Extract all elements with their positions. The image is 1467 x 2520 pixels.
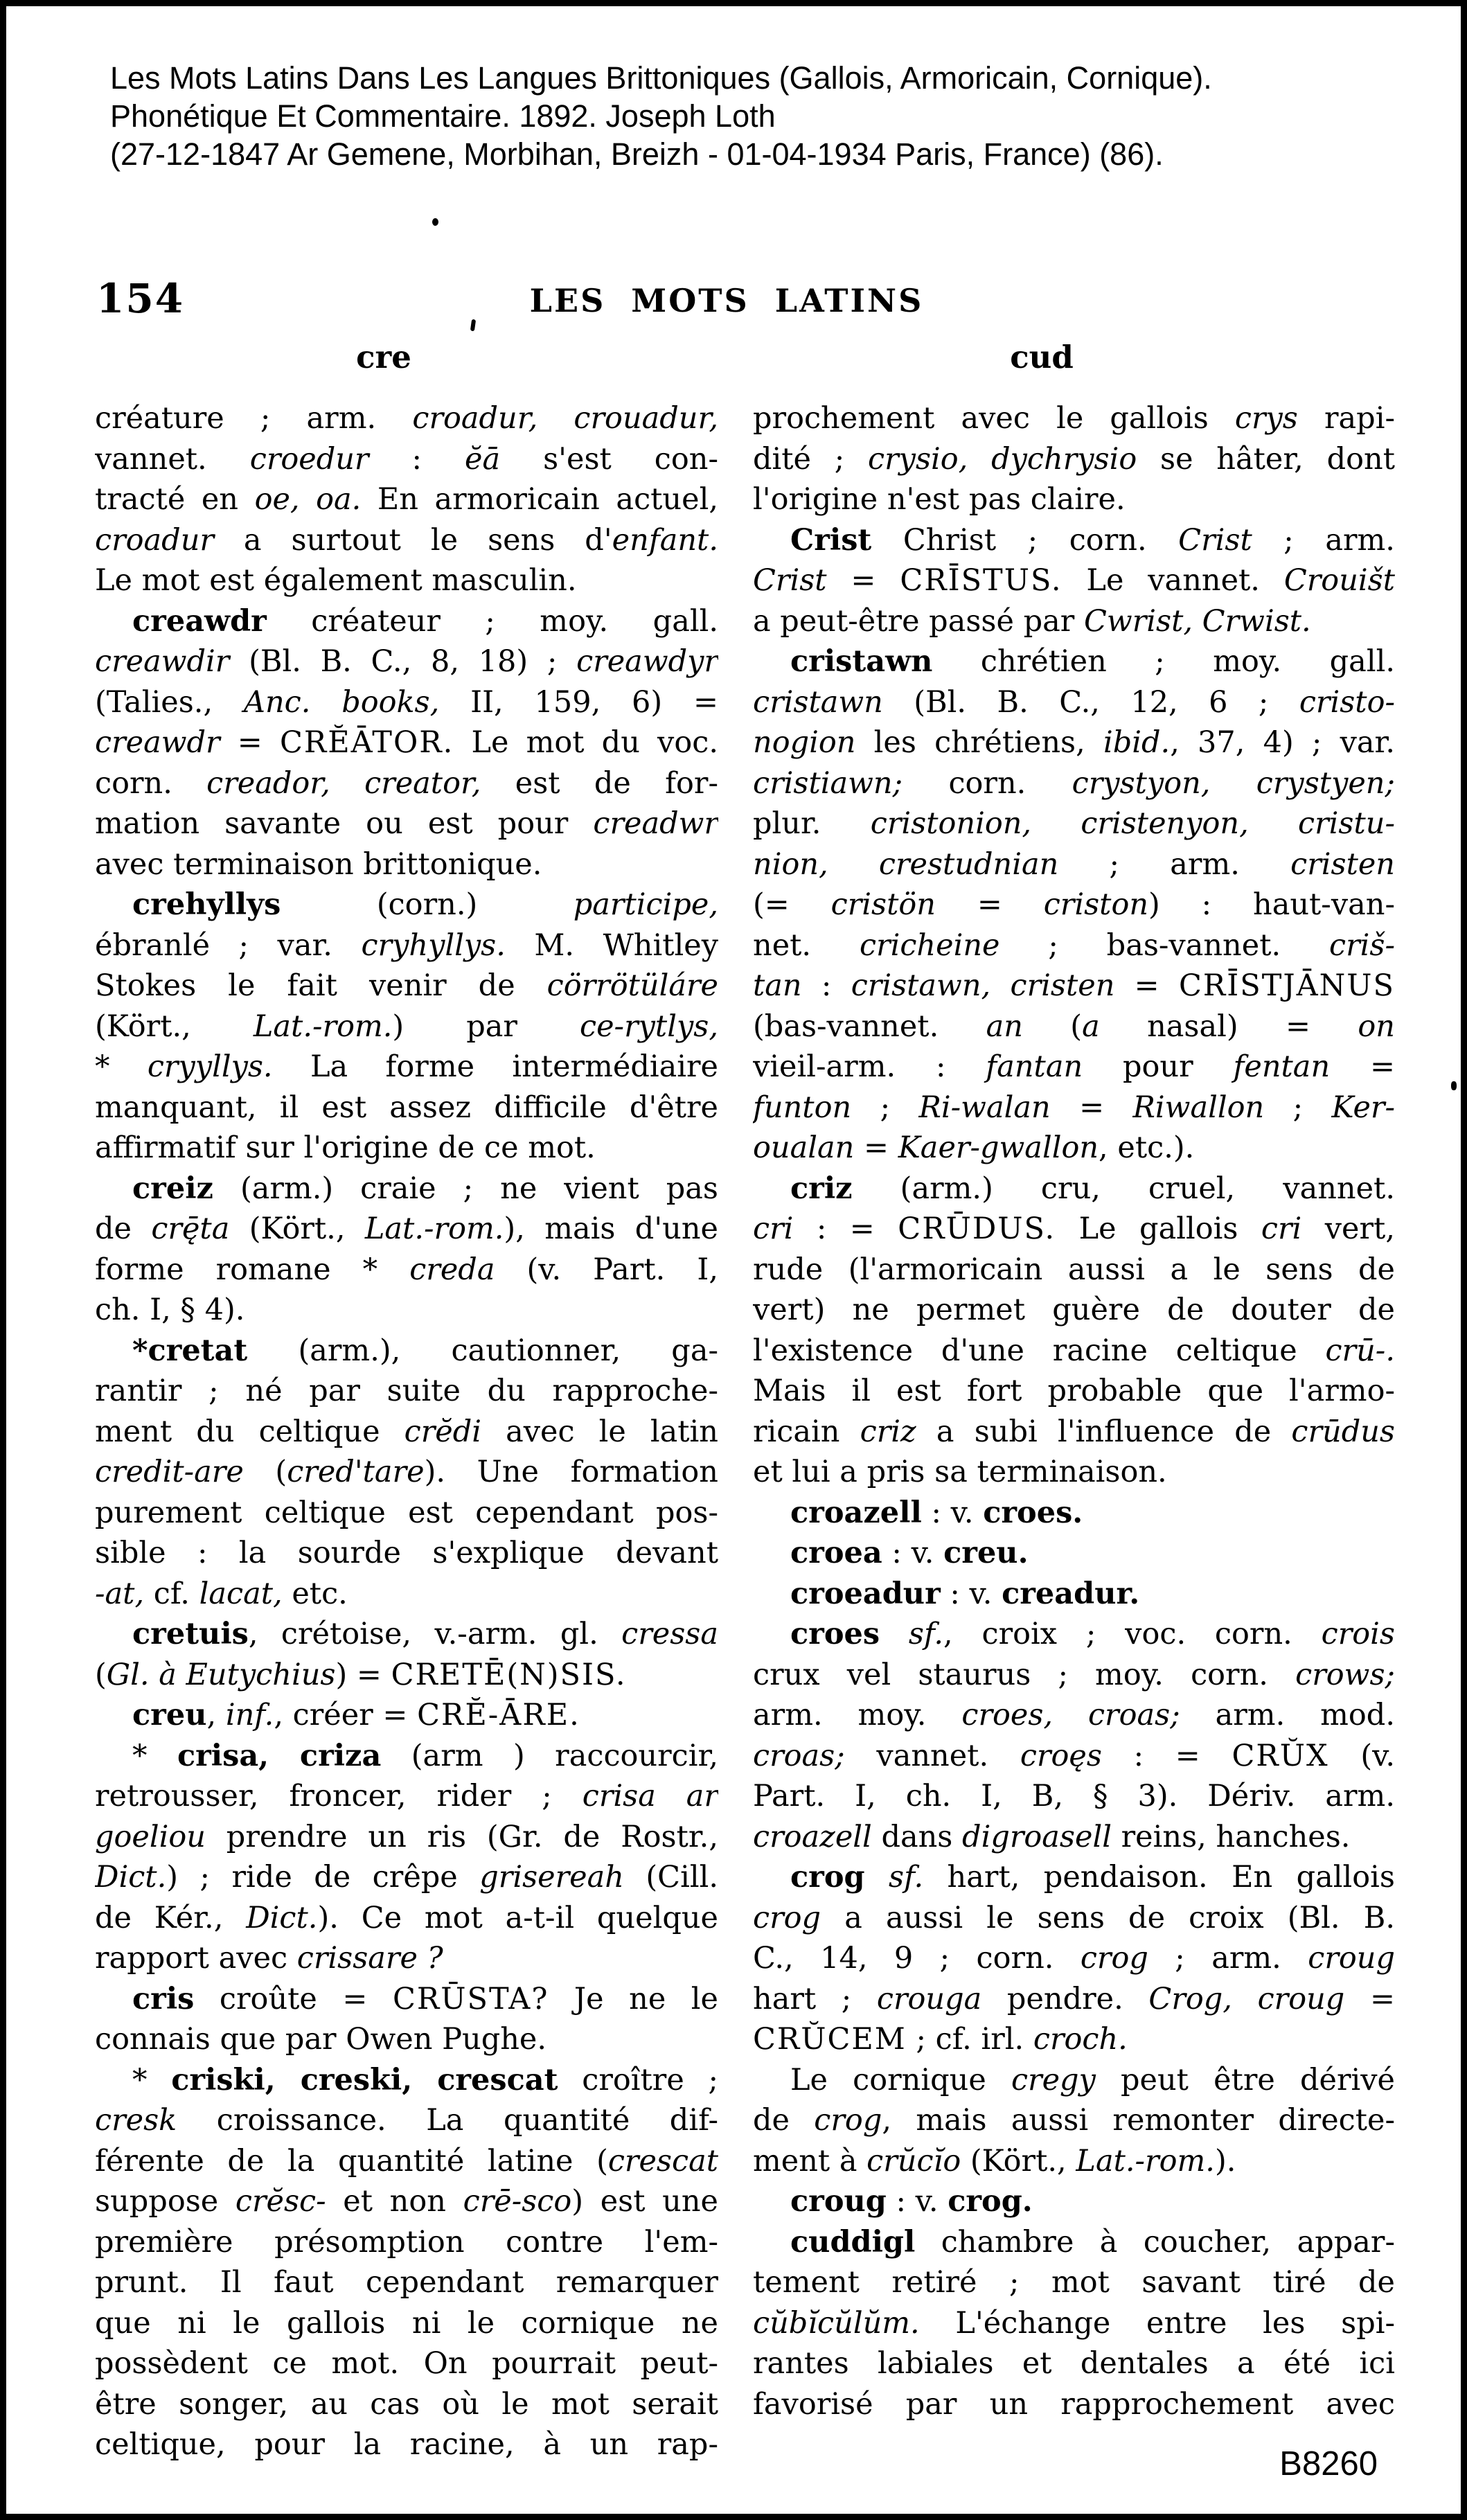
text-line: affirmatif sur l'origine de ce mot. (95, 1130, 596, 1165)
text-line: -at, cf. lacat, etc. (95, 1576, 348, 1611)
text-line: croazell dans digroasell reins, hanches. (753, 1819, 1351, 1854)
text-line: crog a aussi le sens de croix (Bl. B. (753, 1900, 1395, 1935)
text-line: que ni le gallois ni le cornique ne (95, 2305, 718, 2341)
scan-artifact-speck (1451, 1081, 1457, 1090)
text-line: vert) ne permet guère de douter de (753, 1293, 1395, 1327)
text-line: * crisa, criza (arm ) raccourcir, (132, 1738, 718, 1773)
text-line: creawdr créateur ; moy. gall. (132, 603, 718, 639)
text-line: cŭbĭcŭlŭm. L'échange entre les spi- (753, 2305, 1395, 2341)
text-line: Mais il est fort probable que l'armo- (753, 1374, 1395, 1408)
text-line: croea : v. creu. (790, 1536, 1029, 1570)
text-line: oualan = Kaer-gwallon, etc.). (753, 1130, 1195, 1165)
text-line: (Gl. à Eutychius) = CRETĒ(N)SIS. (95, 1657, 627, 1692)
guide-word-left: cre (356, 339, 411, 375)
text-line: ch. I, § 4). (95, 1293, 245, 1327)
text-line: nion, crestudnian ; arm. cristen (753, 846, 1395, 882)
text-line: rude (l'armoricain aussi a le sens de (753, 1252, 1395, 1287)
text-line: sible : la sourde s'explique devant (95, 1536, 718, 1570)
text-line: férente de la quantité latine (crescat (95, 2143, 718, 2179)
caption-block (110, 59, 1398, 173)
text-line: retrousser, froncer, rider ; crisa ar (95, 1779, 718, 1813)
text-line: rantes labiales et dentales a été ici (753, 2346, 1395, 2381)
text-line: rapport avec crissare ? (95, 1941, 443, 1976)
text-line: crehyllys (corn.) participe, (132, 887, 718, 922)
text-line: Part. I, ch. I, B, § 3). Dériv. arm. (753, 1779, 1395, 1813)
text-line: Le mot est également masculin. (95, 563, 577, 598)
text-line: ment du celtique crĕdi avec le latin (95, 1414, 718, 1449)
text-line: plur. cristonion, cristenyon, cristu- (753, 806, 1395, 841)
running-title: LES MOTS LATINS (529, 282, 924, 319)
text-line: rantir ; né par suite du rapproche- (95, 1374, 718, 1408)
text-line: CRŬCEM ; cf. irl. croch. (753, 2022, 1128, 2057)
text-line: creawdr = CRĔĀTOR. Le mot du voc. (95, 725, 718, 760)
text-line: ébranlé ; var. cryhyllys. M. Whitley (95, 928, 718, 963)
text-line: (Talies., Anc. books, II, 159, 6) = (95, 684, 718, 720)
text-line: cuddigl chambre à coucher, appar- (790, 2224, 1395, 2260)
text-line: Crist Christ ; corn. Crist ; arm. (790, 522, 1395, 558)
caption-line-title: Les Mots Latins Dans Les Langues Brittoniques (Gallois, Armoricain, Cornique). (110, 60, 1212, 96)
text-line: Le cornique cregy peut être dérivé (790, 2062, 1395, 2097)
text-line: croadur a surtout le sens d'enfant. (95, 522, 718, 558)
text-line: hart ; crouga pendre. Crog, croug = (753, 1981, 1395, 2016)
text-line: cresk croissance. La quantité dif- (95, 2103, 718, 2138)
text-line: corn. creador, creator, est de for- (95, 765, 718, 801)
text-line: dité ; crysio, dychrysio se hâter, dont (753, 441, 1395, 477)
text-line: (Kört., Lat.-rom.) par ce-rytlys, (95, 1009, 718, 1044)
text-line: croug : v. crog. (790, 2184, 1033, 2219)
text-line: prunt. Il faut cependant remarquer (95, 2265, 718, 2300)
text-line: crux vel staurus ; moy. corn. crows; (753, 1657, 1395, 1692)
text-line: tan : cristawn, cristen = CRĪSTJĀNUS (753, 968, 1395, 1003)
text-line: créature ; arm. croadur, crouadur, (95, 401, 718, 436)
text-line: de crog, mais aussi remonter directe- (753, 2103, 1395, 2138)
text-line: cri : = CRŪDUS. Le gallois cri vert, (753, 1212, 1395, 1246)
text-line: tracté en oe, oa. En armoricain actuel, (95, 482, 718, 517)
text-line: cristawn chrétien ; moy. gall. (790, 644, 1395, 679)
text-column-left (95, 398, 718, 2465)
text-line: Stokes le fait venir de cörrötüláre (95, 968, 718, 1003)
text-line: croes sf., croix ; voc. corn. crois (790, 1617, 1395, 1651)
text-line: * cryyllys. La forme intermédiaire (95, 1049, 718, 1084)
text-line: connais que par Owen Pughe. (95, 2022, 547, 2057)
text-line: cristiawn; corn. crystyon, crystyen; (753, 765, 1395, 801)
text-line: creiz (arm.) craie ; ne vient pas (132, 1171, 718, 1206)
text-line: cristawn (Bl. B. C., 12, 6 ; cristo- (753, 684, 1395, 720)
text-line: avec terminaison brittonique. (95, 846, 542, 882)
text-line: cris croûte = CRŪSTA? Je ne le (132, 1981, 718, 2016)
text-line: être songer, au cas où le mot serait (95, 2386, 718, 2422)
text-line: forme romane * creda (v. Part. I, (95, 1252, 718, 1287)
text-line: vieil-arm. : fantan pour fentan = (753, 1049, 1395, 1084)
text-line: manquant, il est assez difficile d'être (95, 1090, 718, 1125)
text-line: tement retiré ; mot savant tiré de (753, 2265, 1395, 2300)
text-line: mation savante ou est pour creadwr (95, 806, 718, 841)
text-line: (bas-vannet. an (a nasal) = on (753, 1009, 1395, 1044)
text-line: nogion les chrétiens, ibid., 37, 4) ; var. (753, 725, 1395, 760)
text-line: Crist = CRĪSTUS. Le vannet. Crouišt (753, 563, 1395, 598)
text-line: possèdent ce mot. On pourrait peut- (95, 2346, 718, 2381)
text-line: Dict.) ; ride de crêpe grisereah (Cill. (95, 1860, 718, 1895)
text-line: credit-are (cred'tare). Une formation (95, 1455, 718, 1489)
text-line: de Kér., Dict.). Ce mot a-t-il quelque (95, 1900, 718, 1935)
text-line: * criski, creski, crescat croître ; (132, 2062, 718, 2097)
guide-word-right: cud (1010, 339, 1074, 375)
caption-line-subtitle: Phonétique Et Commentaire. 1892. Joseph Loth (110, 98, 776, 134)
text-line: purement celtique est cependant pos- (95, 1495, 718, 1530)
text-line: creu, inf., créer = CRĔ-ĀRE. (132, 1698, 580, 1732)
text-line: croazell : v. croes. (790, 1495, 1083, 1530)
text-line: arm. moy. croes, croas; arm. mod. (753, 1698, 1395, 1732)
page-number: 154 (96, 275, 185, 322)
text-line: prochement avec le gallois crys rapi- (753, 401, 1395, 436)
catalog-code: B8260 (1279, 2445, 1378, 2483)
text-line: creawdir (Bl. B. C., 8, 18) ; creawdyr (95, 644, 718, 679)
text-line: (= cristön = criston) : haut-van- (753, 887, 1395, 922)
text-line: net. cricheine ; bas-vannet. criš- (753, 928, 1395, 963)
text-column-right (753, 398, 1395, 2424)
text-line: celtique, pour la racine, à un rap- (95, 2427, 718, 2462)
scan-artifact-dot (432, 218, 438, 226)
caption-line-author-dates: (27-12-1847 Ar Gemene, Morbihan, Breizh - 01-04-1934 Paris, France) (86). (110, 136, 1164, 172)
text-line: *cretat (arm.), cautionner, ga- (132, 1333, 718, 1368)
text-line: et lui a pris sa terminaison. (753, 1455, 1167, 1489)
text-line: l'existence d'une racine celtique crū-. (753, 1333, 1395, 1368)
text-line: ricain criz a subi l'influence de crūdus (753, 1414, 1395, 1449)
text-line: funton ; Ri-walan = Riwallon ; Ker- (753, 1090, 1395, 1125)
text-line: première présomption contre l'em- (95, 2224, 718, 2260)
text-line: crog sf. hart, pendaison. En gallois (790, 1860, 1395, 1895)
text-line: favorisé par un rapprochement avec (753, 2386, 1395, 2422)
text-line: goeliou prendre un ris (Gr. de Rostr., (95, 1819, 718, 1854)
text-line: ment à crŭcĭo (Kört., Lat.-rom.). (753, 2143, 1236, 2179)
text-line: criz (arm.) cru, cruel, vannet. (790, 1171, 1395, 1206)
text-line: C., 14, 9 ; corn. crog ; arm. croug (753, 1941, 1395, 1976)
text-line: de crę̄ta (Kört., Lat.-rom.), mais d'une (95, 1212, 718, 1246)
text-line: suppose crĕsc- et non crē-sco) est une (95, 2184, 718, 2219)
text-line: cretuis, crétoise, v.-arm. gl. cressa (132, 1617, 718, 1651)
text-line: a peut-être passé par Cwrist, Crwist. (753, 603, 1311, 639)
text-line: vannet. croedur : ĕā s'est con- (95, 441, 718, 477)
scan-artifact-tick (470, 319, 476, 332)
text-line: croeadur : v. creadur. (790, 1576, 1140, 1611)
text-line: croas; vannet. croęs : = CRŬX (v. (753, 1738, 1395, 1773)
text-line: l'origine n'est pas claire. (753, 482, 1126, 517)
